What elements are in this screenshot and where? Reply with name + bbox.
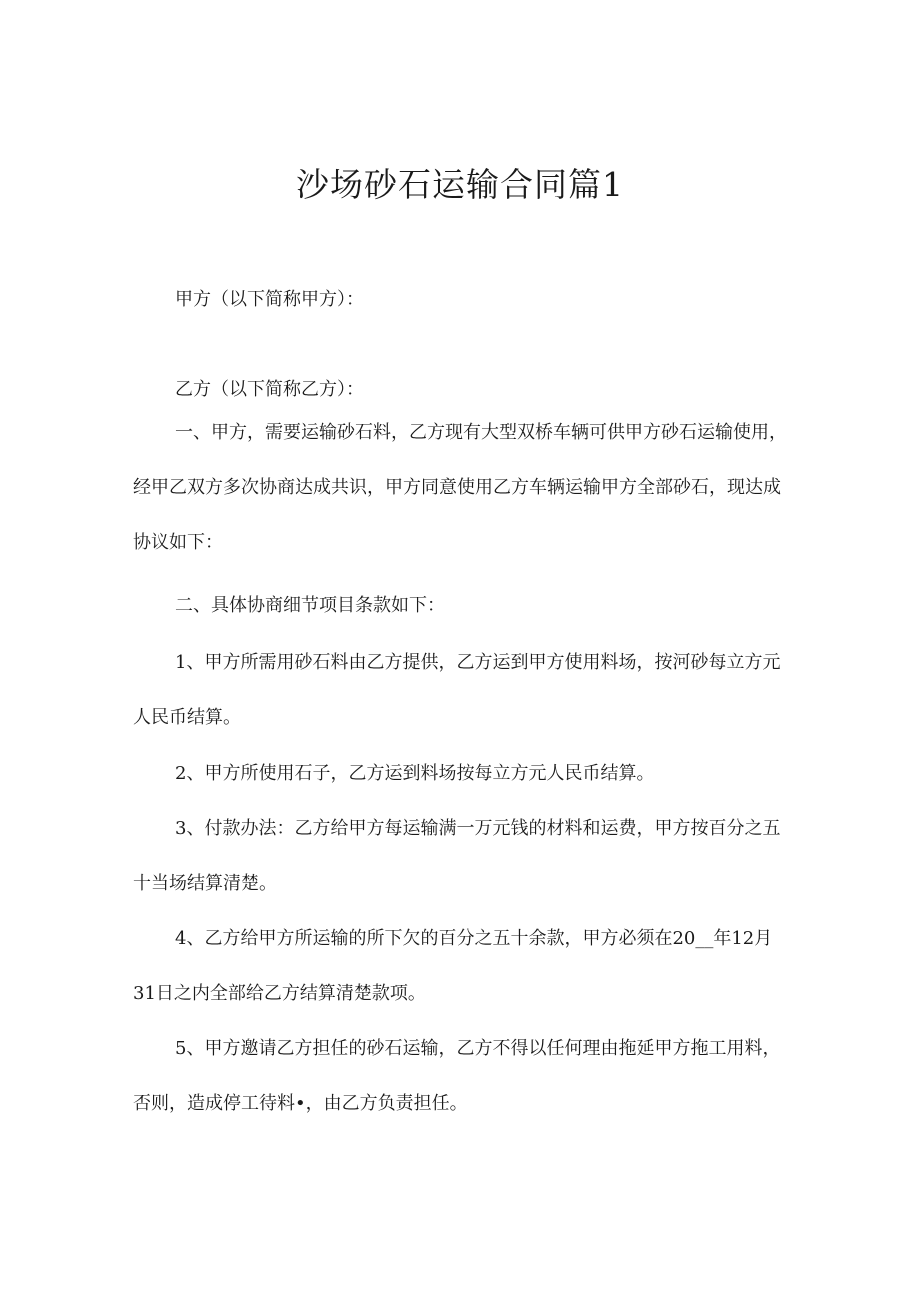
clause-item-2: 2、甲方所使用石子，乙方运到料场按每立方元人民币结算。 [175,763,655,784]
party-a-line: 甲方（以下简称甲方）： [175,289,364,310]
document-title: 沙场砂石运输合同篇1 [296,165,624,204]
party-b-line: 乙方（以下简称乙方）： [175,379,364,400]
clause-item-5: 5、甲方邀请乙方担任的砂石运输，乙方不得以任何理由拖延甲方拖工用料，否则，造成停工待料•，由乙方负责担任。 [133,1038,781,1114]
clause-1: 一、甲方，需要运输砂石料，乙方现有大型双桥车辆可供甲方砂石运输使用，经甲乙双方多次协商达成共识，甲方同意使用乙方车辆运输甲方全部砂石，现达成协议如下： [133,422,787,553]
clause-item-4: 4、乙方给甲方所运输的所下欠的百分之五十余款，甲方必须在20__年12月31日之内全部给乙方结算清楚款项。 [133,928,773,1004]
clause-item-3: 3、付款办法：乙方给甲方每运输满一万元钱的材料和运费，甲方按百分之五十当场结算清楚。 [133,818,781,894]
clause-item-1: 1、甲方所需用砂石料由乙方提供，乙方运到甲方使用料场，按河砂每立方元人民币结算。 [133,652,781,728]
clause-2: 二、具体协商细节项目条款如下： [175,595,445,616]
